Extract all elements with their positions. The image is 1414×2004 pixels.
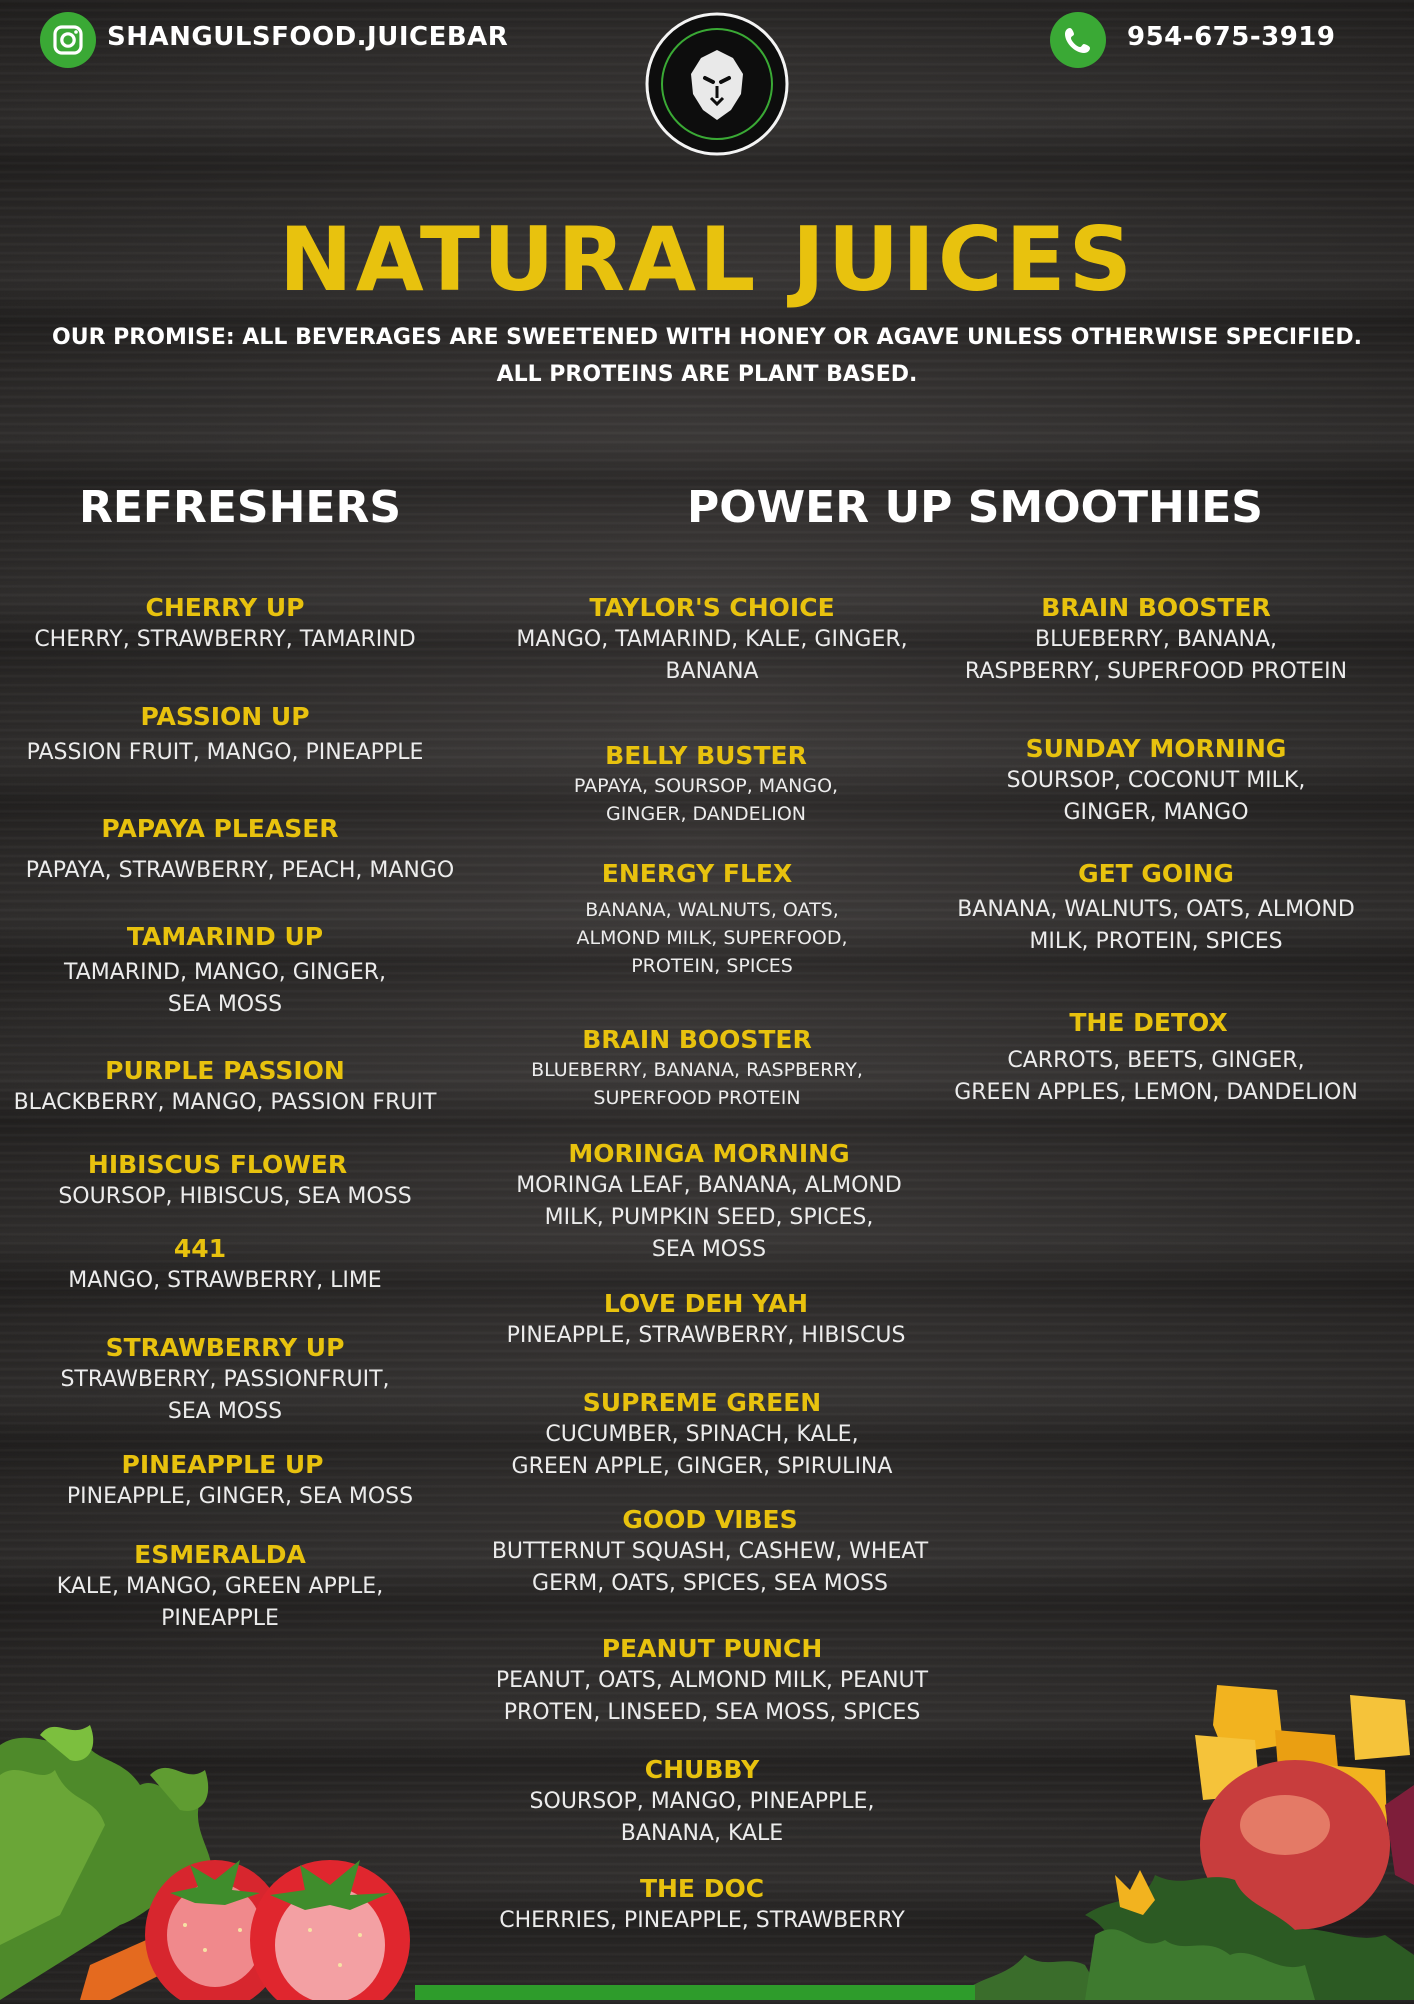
item-desc: GREEN APPLES, LEMON, DANDELION: [954, 1080, 1358, 1105]
menu-item-moringa-morning: [479, 1138, 939, 1266]
item-desc: KALE, MANGO, GREEN APPLE,: [56, 1574, 384, 1599]
item-name: BELLY BUSTER: [605, 741, 807, 770]
menu-item-hibiscus-flower: [15, 1149, 455, 1213]
instagram-handle[interactable]: SHANGULSFOOD.JUICEBAR: [107, 22, 509, 52]
item-name: GET GOING: [1078, 859, 1234, 888]
menu-item-sunday-morning: [936, 733, 1376, 829]
item-desc: SUPERFOOD PROTEIN: [593, 1087, 801, 1109]
item-name: PASSION UP: [140, 702, 310, 731]
item-name: PAPAYA PLEASER: [101, 814, 339, 843]
menu-item-brain-booster-1: [467, 1024, 927, 1112]
item-desc: SOURSOP, MANGO, PINEAPPLE,: [529, 1789, 875, 1814]
item-desc: PAPAYA, SOURSOP, MANGO,: [573, 775, 839, 797]
item-name: THE DETOX: [1069, 1008, 1228, 1037]
item-name: TAMARIND UP: [126, 922, 324, 951]
menu-item-supreme-green: [472, 1387, 932, 1483]
item-desc: SOURSOP, HIBISCUS, SEA MOSS: [58, 1184, 412, 1209]
item-desc: PINEAPPLE, STRAWBERRY, HIBISCUS: [506, 1323, 906, 1348]
item-name: MORINGA MORNING: [568, 1139, 850, 1168]
carrot-strawberry-illustration: [0, 1715, 445, 2000]
item-desc: BANANA, KALE: [620, 1821, 784, 1846]
menu-item-passion-up: [5, 701, 445, 769]
item-desc: RASPBERRY, SUPERFOOD PROTEIN: [964, 659, 1348, 684]
item-desc: BANANA, WALNUTS, OATS, ALMOND: [957, 897, 1355, 922]
item-name: THE DOC: [639, 1874, 765, 1903]
item-name: PEANUT PUNCH: [601, 1634, 823, 1663]
menu-item-taylors-choice: [482, 592, 942, 688]
item-name: BRAIN BOOSTER: [582, 1025, 812, 1054]
item-desc: SOURSOP, COCONUT MILK,: [1006, 768, 1306, 793]
item-desc: BUTTERNUT SQUASH, CASHEW, WHEAT: [491, 1539, 929, 1564]
smoothies-title: POWER UP SMOOTHIES: [687, 482, 1263, 533]
menu-item-papaya-pleaser: [20, 813, 460, 887]
item-desc: PAPAYA, STRAWBERRY, PEACH, MANGO: [25, 858, 455, 883]
item-desc: PINEAPPLE: [161, 1606, 279, 1631]
item-name: TAYLOR'S CHOICE: [589, 593, 835, 622]
menu-item-purple-passion: [5, 1055, 445, 1119]
item-desc: GERM, OATS, SPICES, SEA MOSS: [532, 1571, 888, 1596]
menu-item-love-deh-yah: [476, 1288, 936, 1352]
item-desc: TAMARIND, MANGO, GINGER,: [63, 960, 387, 985]
menu-item-441: [5, 1233, 445, 1297]
mango-beet-kale-illustration: [955, 1685, 1414, 2000]
item-desc: BLUEBERRY, BANANA,: [1035, 627, 1277, 652]
item-name: CHERRY UP: [145, 593, 305, 622]
item-desc: CARROTS, BEETS, GINGER,: [1007, 1048, 1305, 1073]
menu-item-brain-booster-2: [936, 592, 1376, 688]
item-desc: PROTEIN, SPICES: [631, 955, 793, 977]
item-desc: PASSION FRUIT, MANGO, PINEAPPLE: [26, 740, 424, 765]
item-desc: BANANA, WALNUTS, OATS,: [585, 899, 839, 921]
item-desc: SEA MOSS: [167, 1399, 283, 1424]
menu-item-good-vibes: [480, 1504, 940, 1600]
item-desc: BLACKBERRY, MANGO, PASSION FRUIT: [13, 1090, 437, 1115]
item-name: SUNDAY MORNING: [1025, 734, 1287, 763]
page-title: NATURAL JUICES: [279, 208, 1135, 311]
item-name: PURPLE PASSION: [105, 1056, 345, 1085]
item-desc: STRAWBERRY, PASSIONFRUIT,: [60, 1367, 390, 1392]
menu-item-get-going: [936, 858, 1376, 958]
item-name: STRAWBERRY UP: [105, 1333, 345, 1362]
menu-item-the-detox: [936, 1007, 1376, 1109]
item-desc: MANGO, STRAWBERRY, LIME: [68, 1268, 382, 1293]
item-name: PINEAPPLE UP: [121, 1450, 324, 1479]
bottom-accent-bar: [415, 1985, 975, 2000]
item-desc: MORINGA LEAF, BANANA, ALMOND: [516, 1173, 902, 1198]
menu-item-the-doc: [472, 1873, 932, 1937]
phone-number[interactable]: 954-675-3919: [1127, 22, 1336, 52]
item-desc: GINGER, MANGO: [1063, 800, 1249, 825]
shanguls-logo: [645, 12, 789, 156]
item-desc: GREEN APPLE, GINGER, SPIRULINA: [511, 1454, 893, 1479]
item-desc: MILK, PUMPKIN SEED, SPICES,: [544, 1205, 874, 1230]
item-desc: BLUEBERRY, BANANA, RASPBERRY,: [531, 1059, 863, 1081]
item-name: ESMERALDA: [134, 1540, 306, 1569]
instagram-icon[interactable]: [40, 12, 96, 68]
item-desc: GINGER, DANDELION: [605, 803, 807, 825]
menu-item-energy-flex: [482, 858, 942, 980]
item-name: ENERGY FLEX: [601, 859, 793, 888]
menu-item-chubby: [472, 1754, 932, 1850]
item-name: HIBISCUS FLOWER: [87, 1150, 348, 1179]
phone-icon[interactable]: [1050, 12, 1106, 68]
promise-line-1: OUR PROMISE: ALL BEVERAGES ARE SWEETENED WITH HONEY OR AGAVE UNLESS OTHERWISE SPECIFIED.: [52, 325, 1362, 350]
menu-item-pineapple-up: [20, 1449, 460, 1513]
menu-item-belly-buster: [476, 740, 936, 828]
promise-line-2: ALL PROTEINS ARE PLANT BASED.: [496, 362, 918, 387]
item-name: LOVE DEH YAH: [603, 1289, 809, 1318]
item-desc: MANGO, TAMARIND, KALE, GINGER,: [516, 627, 908, 652]
menu-item-tamarind-up: [5, 921, 445, 1021]
item-desc: SEA MOSS: [167, 992, 283, 1017]
item-name: 441: [173, 1234, 227, 1263]
item-name: BRAIN BOOSTER: [1041, 593, 1271, 622]
item-desc: MILK, PROTEIN, SPICES: [1029, 929, 1283, 954]
menu-item-cherry-up: [5, 592, 445, 656]
item-desc: BANANA: [665, 659, 759, 684]
menu-item-peanut-punch: [482, 1633, 942, 1729]
item-name: SUPREME GREEN: [582, 1388, 822, 1417]
refreshers-title: REFRESHERS: [78, 482, 402, 533]
item-desc: CUCUMBER, SPINACH, KALE,: [545, 1422, 859, 1447]
item-name: GOOD VIBES: [622, 1505, 798, 1534]
item-desc: PEANUT, OATS, ALMOND MILK, PEANUT: [495, 1668, 929, 1693]
item-desc: ALMOND MILK, SUPERFOOD,: [576, 927, 848, 949]
menu-item-strawberry-up: [5, 1332, 445, 1428]
item-desc: PINEAPPLE, GINGER, SEA MOSS: [66, 1484, 414, 1509]
menu-item-esmeralda: [0, 1539, 440, 1635]
item-name: CHUBBY: [644, 1755, 760, 1784]
item-desc: CHERRIES, PINEAPPLE, STRAWBERRY: [499, 1908, 905, 1933]
item-desc: PROTEN, LINSEED, SEA MOSS, SPICES: [503, 1700, 921, 1725]
item-desc: CHERRY, STRAWBERRY, TAMARIND: [34, 627, 416, 652]
item-desc: SEA MOSS: [651, 1237, 767, 1262]
